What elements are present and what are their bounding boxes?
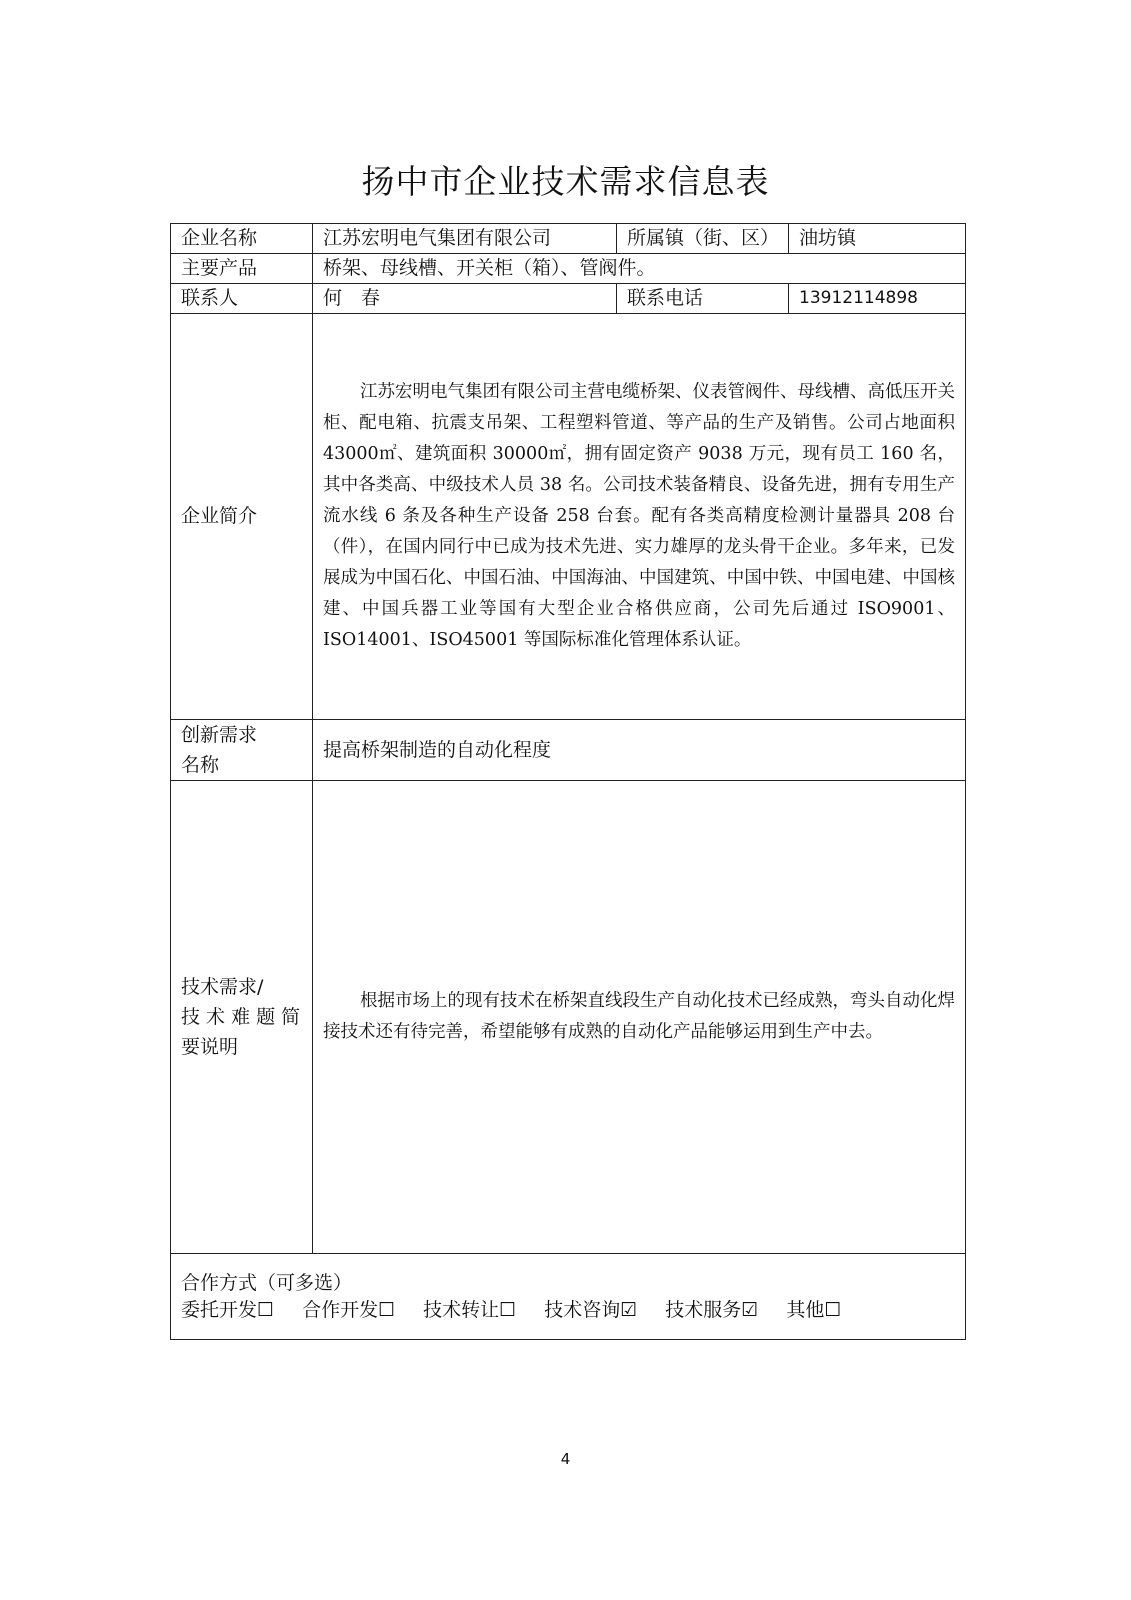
innovation-label-line2: 名称	[181, 754, 220, 776]
tech-need-label-line3: 要说明	[181, 1036, 239, 1058]
company-name-value: 江苏宏明电气集团有限公司	[313, 224, 617, 254]
contact-label: 联系人	[171, 284, 313, 314]
coop-option-label: 技术服务	[665, 1298, 742, 1321]
checkbox-icon[interactable]: ☐	[378, 1298, 396, 1321]
coop-option-joint[interactable]	[302, 1299, 395, 1322]
coop-option-other[interactable]	[786, 1299, 841, 1322]
products-label: 主要产品	[171, 254, 313, 284]
innovation-label-line1: 创新需求	[181, 724, 258, 746]
checkbox-icon[interactable]: ☐	[824, 1298, 842, 1321]
tech-need-label-line2: 技 术 难 题 简	[181, 1006, 301, 1028]
phone-value: 13912114898	[789, 284, 966, 314]
row-tech-need	[171, 781, 966, 1254]
coop-option-label: 技术咨询	[544, 1298, 621, 1321]
coop-option-consulting[interactable]	[544, 1299, 637, 1322]
page-title: 扬中市企业技术需求信息表	[361, 162, 770, 201]
phone-label: 联系电话	[617, 284, 789, 314]
contact-value: 何 春	[313, 284, 617, 314]
row-contact	[171, 284, 966, 314]
checkbox-icon[interactable]: ☐	[499, 1298, 517, 1321]
profile-label: 企业简介	[171, 314, 313, 720]
row-products	[171, 254, 966, 284]
coop-option-label: 委托开发	[181, 1298, 258, 1321]
town-label: 所属镇（街、区）	[617, 224, 789, 254]
row-cooperation	[171, 1254, 966, 1340]
row-company-name	[171, 224, 966, 254]
town-value: 油坊镇	[789, 224, 966, 254]
products-value: 桥架、母线槽、开关柜（箱）、管阀件。	[313, 254, 966, 284]
coop-option-label: 合作开发	[302, 1298, 379, 1321]
profile-text: 江苏宏明电气集团有限公司主营电缆桥架、仪表管阀件、母线槽、高低压开关柜、配电箱、抗震支吊架、工程塑料管道、等产品的生产及销售。公司占地面积 43000㎡、建筑面积 30000㎡，拥有固定资产 9038 万元，现有员工 160 名，其中各类高、中级技术人员 38 名。公司技术装备精良、设备先进，拥有专用生产流水线 6 条及各种生产设备 258 台套。配有各类高精度检测计量器具 208 台（件），在国内同行中已成为技术先进、实力雄厚的龙头骨干企业。多年来，已发展成为中国石化、中国石油、中国海油、中国建筑、中国中铁、中国电建、中国核建、中国兵器工业等国有大型企业合格供应商，公司先后通过 ISO9001、ISO14001、ISO45001 等国际标准化管理体系认证。	[323, 382, 955, 650]
checkbox-icon[interactable]: ☐	[257, 1298, 275, 1321]
info-table	[170, 223, 966, 1340]
coop-option-transfer[interactable]	[423, 1299, 516, 1322]
company-name-label: 企业名称	[171, 224, 313, 254]
page-number: 4	[560, 1450, 571, 1468]
coop-option-label: 技术转让	[423, 1298, 500, 1321]
tech-need-cell	[313, 781, 966, 1254]
row-profile	[171, 314, 966, 720]
row-innovation	[171, 720, 966, 781]
cooperation-label: 合作方式（可多选）	[181, 1272, 353, 1294]
tech-need-label-line1: 技术需求/	[181, 976, 264, 998]
tech-need-text: 根据市场上的现有技术在桥架直线段生产自动化技术已经成熟，弯头自动化焊接技术还有待完善，希望能够有成熟的自动化产品能够运用到生产中去。	[323, 991, 955, 1042]
profile-cell	[313, 314, 966, 720]
checkbox-checked-icon[interactable]: ☑	[620, 1298, 638, 1321]
cooperation-options	[181, 1299, 955, 1322]
innovation-value: 提高桥架制造的自动化程度	[313, 720, 966, 781]
tech-need-label	[171, 781, 313, 1254]
coop-option-service[interactable]	[665, 1299, 758, 1322]
cooperation-cell	[171, 1254, 966, 1340]
innovation-label	[171, 720, 313, 781]
coop-option-entrusted[interactable]	[181, 1299, 274, 1322]
checkbox-checked-icon[interactable]: ☑	[741, 1298, 759, 1321]
coop-option-label: 其他	[786, 1298, 825, 1321]
